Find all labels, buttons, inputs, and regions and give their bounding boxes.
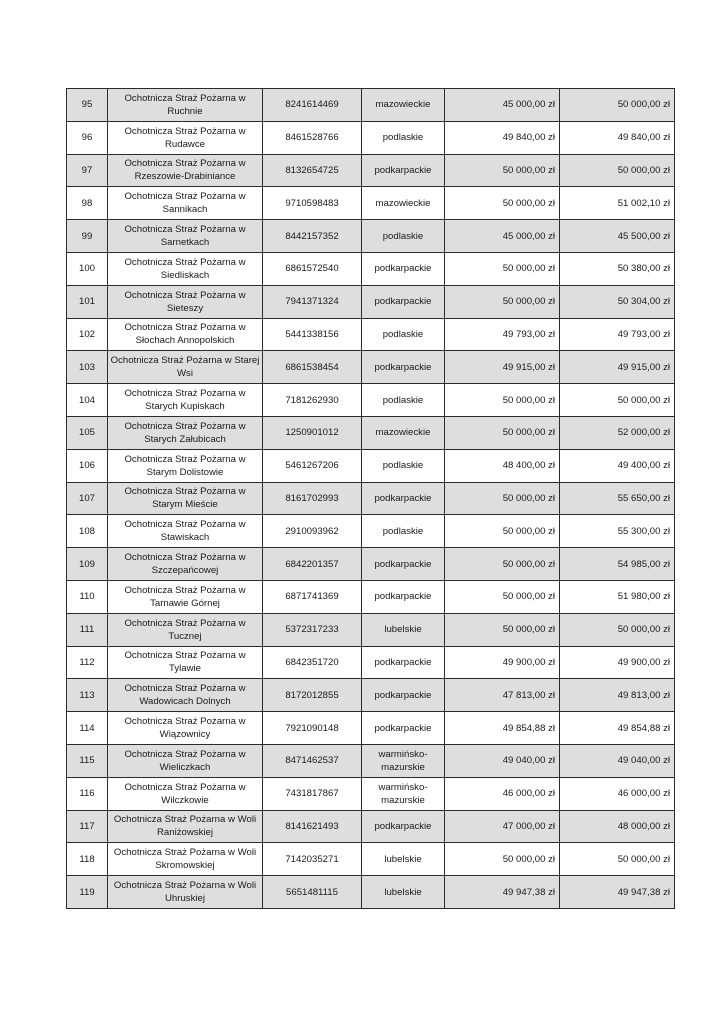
row-number-cell: 99 (67, 220, 108, 253)
unit-name-cell: Ochotnicza Straż Pożarna w Stawiskach (108, 515, 263, 548)
amount-cell: 49 854,88 zł (445, 712, 560, 745)
table-row (67, 252, 675, 285)
table-row (67, 679, 675, 712)
row-number-cell: 108 (67, 515, 108, 548)
voivodeship-cell: podkarpackie (362, 351, 445, 384)
total-amount-cell: 49 854,88 zł (560, 712, 675, 745)
voivodeship-cell: podlaskie (362, 318, 445, 351)
amount-cell: 50 000,00 zł (445, 285, 560, 318)
unit-name-cell: Ochotnicza Straż Pożarna w Rzeszowie-Drabiniance (108, 154, 263, 187)
voivodeship-cell: podkarpackie (362, 482, 445, 515)
total-amount-cell: 55 300,00 zł (560, 515, 675, 548)
amount-cell: 45 000,00 zł (445, 89, 560, 122)
nip-cell: 7142035271 (263, 843, 362, 876)
unit-name-cell: Ochotnicza Straż Pożarna w Sarnetkach (108, 220, 263, 253)
table-row (67, 318, 675, 351)
voivodeship-cell: mazowieckie (362, 416, 445, 449)
total-amount-cell: 49 813,00 zł (560, 679, 675, 712)
unit-name-cell: Ochotnicza Straż Pożarna w Tucznej (108, 613, 263, 646)
voivodeship-cell: podkarpackie (362, 580, 445, 613)
nip-cell: 8471462537 (263, 744, 362, 777)
unit-name-cell: Ochotnicza Straż Pożarna w Woli Skromowskiej (108, 843, 263, 876)
row-number-cell: 103 (67, 351, 108, 384)
unit-name-cell: Ochotnicza Straż Pożarna w Woli Raniżowskiej (108, 810, 263, 843)
row-number-cell: 117 (67, 810, 108, 843)
total-amount-cell: 50 304,00 zł (560, 285, 675, 318)
table-row (67, 777, 675, 810)
nip-cell: 8461528766 (263, 121, 362, 154)
table-row (67, 285, 675, 318)
nip-cell: 9710598483 (263, 187, 362, 220)
voivodeship-cell: lubelskie (362, 843, 445, 876)
voivodeship-cell: podlaskie (362, 515, 445, 548)
row-number-cell: 115 (67, 744, 108, 777)
unit-name-cell: Ochotnicza Straż Pożarna w Woli Uhruskiej (108, 876, 263, 909)
amount-cell: 50 000,00 zł (445, 187, 560, 220)
row-number-cell: 118 (67, 843, 108, 876)
table-row (67, 482, 675, 515)
row-number-cell: 114 (67, 712, 108, 745)
voivodeship-cell: podlaskie (362, 220, 445, 253)
amount-cell: 50 000,00 zł (445, 252, 560, 285)
total-amount-cell: 46 000,00 zł (560, 777, 675, 810)
voivodeship-cell: podkarpackie (362, 712, 445, 745)
unit-name-cell: Ochotnicza Straż Pożarna w Starych Załubicach (108, 416, 263, 449)
table-row (67, 515, 675, 548)
total-amount-cell: 49 840,00 zł (560, 121, 675, 154)
amount-cell: 50 000,00 zł (445, 613, 560, 646)
nip-cell: 5441338156 (263, 318, 362, 351)
table-row (67, 416, 675, 449)
voivodeship-cell: mazowieckie (362, 89, 445, 122)
total-amount-cell: 48 000,00 zł (560, 810, 675, 843)
nip-cell: 7431817867 (263, 777, 362, 810)
total-amount-cell: 49 040,00 zł (560, 744, 675, 777)
row-number-cell: 106 (67, 449, 108, 482)
amount-cell: 50 000,00 zł (445, 548, 560, 581)
voivodeship-cell: mazowieckie (362, 187, 445, 220)
unit-name-cell: Ochotnicza Straż Pożarna w Wiązownicy (108, 712, 263, 745)
voivodeship-cell: lubelskie (362, 876, 445, 909)
unit-name-cell: Ochotnicza Straż Pożarna w Starym Dolistowie (108, 449, 263, 482)
row-number-cell: 116 (67, 777, 108, 810)
table-row (67, 646, 675, 679)
table-row (67, 384, 675, 417)
unit-name-cell: Ochotnicza Straż Pożarna w Rudawce (108, 121, 263, 154)
grants-table-body (67, 89, 675, 909)
unit-name-cell: Ochotnicza Straż Pożarna w Starych Kupiskach (108, 384, 263, 417)
amount-cell: 49 840,00 zł (445, 121, 560, 154)
nip-cell: 5372317233 (263, 613, 362, 646)
total-amount-cell: 50 000,00 zł (560, 613, 675, 646)
voivodeship-cell: podlaskie (362, 384, 445, 417)
row-number-cell: 98 (67, 187, 108, 220)
nip-cell: 6842201357 (263, 548, 362, 581)
voivodeship-cell: podlaskie (362, 121, 445, 154)
table-row (67, 351, 675, 384)
total-amount-cell: 50 000,00 zł (560, 154, 675, 187)
table-row (67, 220, 675, 253)
total-amount-cell: 45 500,00 zł (560, 220, 675, 253)
amount-cell: 50 000,00 zł (445, 843, 560, 876)
nip-cell: 5461267206 (263, 449, 362, 482)
nip-cell: 7921090148 (263, 712, 362, 745)
nip-cell: 5651481115 (263, 876, 362, 909)
unit-name-cell: Ochotnicza Straż Pożarna w Ruchnie (108, 89, 263, 122)
amount-cell: 50 000,00 zł (445, 580, 560, 613)
voivodeship-cell: warmińsko-mazurskie (362, 777, 445, 810)
total-amount-cell: 55 650,00 zł (560, 482, 675, 515)
total-amount-cell: 50 000,00 zł (560, 89, 675, 122)
unit-name-cell: Ochotnicza Straż Pożarna w Sannikach (108, 187, 263, 220)
unit-name-cell: Ochotnicza Straż Pożarna w Starym Mieście (108, 482, 263, 515)
nip-cell: 8141621493 (263, 810, 362, 843)
voivodeship-cell: podlaskie (362, 449, 445, 482)
table-row (67, 613, 675, 646)
row-number-cell: 107 (67, 482, 108, 515)
amount-cell: 46 000,00 zł (445, 777, 560, 810)
table-row (67, 712, 675, 745)
table-row (67, 843, 675, 876)
table-row (67, 449, 675, 482)
row-number-cell: 96 (67, 121, 108, 154)
unit-name-cell: Ochotnicza Straż Pożarna w Tarnawie Górnej (108, 580, 263, 613)
total-amount-cell: 49 793,00 zł (560, 318, 675, 351)
unit-name-cell: Ochotnicza Straż Pożarna w Szczepańcowej (108, 548, 263, 581)
nip-cell: 8132654725 (263, 154, 362, 187)
row-number-cell: 102 (67, 318, 108, 351)
row-number-cell: 119 (67, 876, 108, 909)
unit-name-cell: Ochotnicza Straż Pożarna w Wieliczkach (108, 744, 263, 777)
row-number-cell: 113 (67, 679, 108, 712)
table-row (67, 744, 675, 777)
nip-cell: 6861538454 (263, 351, 362, 384)
amount-cell: 49 793,00 zł (445, 318, 560, 351)
table-row (67, 810, 675, 843)
voivodeship-cell: podkarpackie (362, 548, 445, 581)
total-amount-cell: 52 000,00 zł (560, 416, 675, 449)
total-amount-cell: 50 000,00 zł (560, 384, 675, 417)
row-number-cell: 105 (67, 416, 108, 449)
amount-cell: 49 915,00 zł (445, 351, 560, 384)
nip-cell: 8241614469 (263, 89, 362, 122)
amount-cell: 50 000,00 zł (445, 482, 560, 515)
total-amount-cell: 51 980,00 zł (560, 580, 675, 613)
voivodeship-cell: podkarpackie (362, 154, 445, 187)
row-number-cell: 110 (67, 580, 108, 613)
table-row (67, 876, 675, 909)
amount-cell: 50 000,00 zł (445, 515, 560, 548)
unit-name-cell: Ochotnicza Straż Pożarna w Siedliskach (108, 252, 263, 285)
unit-name-cell: Ochotnicza Straż Pożarna w Tylawie (108, 646, 263, 679)
table-row (67, 187, 675, 220)
amount-cell: 50 000,00 zł (445, 154, 560, 187)
table-row (67, 89, 675, 122)
nip-cell: 8161702993 (263, 482, 362, 515)
row-number-cell: 101 (67, 285, 108, 318)
nip-cell: 8442157352 (263, 220, 362, 253)
table-row (67, 154, 675, 187)
row-number-cell: 97 (67, 154, 108, 187)
total-amount-cell: 49 900,00 zł (560, 646, 675, 679)
nip-cell: 7941371324 (263, 285, 362, 318)
unit-name-cell: Ochotnicza Straż Pożarna w Wadowicach Dolnych (108, 679, 263, 712)
amount-cell: 47 000,00 zł (445, 810, 560, 843)
amount-cell: 50 000,00 zł (445, 416, 560, 449)
nip-cell: 6871741369 (263, 580, 362, 613)
table-row (67, 580, 675, 613)
voivodeship-cell: podkarpackie (362, 285, 445, 318)
nip-cell: 7181262930 (263, 384, 362, 417)
nip-cell: 6861572540 (263, 252, 362, 285)
total-amount-cell: 51 002,10 zł (560, 187, 675, 220)
amount-cell: 45 000,00 zł (445, 220, 560, 253)
amount-cell: 49 040,00 zł (445, 744, 560, 777)
voivodeship-cell: podkarpackie (362, 646, 445, 679)
row-number-cell: 111 (67, 613, 108, 646)
row-number-cell: 112 (67, 646, 108, 679)
voivodeship-cell: lubelskie (362, 613, 445, 646)
amount-cell: 48 400,00 zł (445, 449, 560, 482)
total-amount-cell: 50 380,00 zł (560, 252, 675, 285)
unit-name-cell: Ochotnicza Straż Pożarna w Wilczkowie (108, 777, 263, 810)
unit-name-cell: Ochotnicza Straż Pożarna w Sieteszy (108, 285, 263, 318)
nip-cell: 8172012855 (263, 679, 362, 712)
unit-name-cell: Ochotnicza Straż Pożarna w Słochach Annopolskich (108, 318, 263, 351)
voivodeship-cell: podkarpackie (362, 252, 445, 285)
amount-cell: 49 900,00 zł (445, 646, 560, 679)
row-number-cell: 95 (67, 89, 108, 122)
grants-table (66, 88, 675, 909)
voivodeship-cell: podkarpackie (362, 810, 445, 843)
table-row (67, 121, 675, 154)
total-amount-cell: 54 985,00 zł (560, 548, 675, 581)
total-amount-cell: 49 947,38 zł (560, 876, 675, 909)
row-number-cell: 100 (67, 252, 108, 285)
total-amount-cell: 49 915,00 zł (560, 351, 675, 384)
voivodeship-cell: podkarpackie (362, 679, 445, 712)
row-number-cell: 109 (67, 548, 108, 581)
amount-cell: 47 813,00 zł (445, 679, 560, 712)
total-amount-cell: 50 000,00 zł (560, 843, 675, 876)
voivodeship-cell: warmińsko-mazurskie (362, 744, 445, 777)
table-row (67, 548, 675, 581)
nip-cell: 1250901012 (263, 416, 362, 449)
total-amount-cell: 49 400,00 zł (560, 449, 675, 482)
amount-cell: 49 947,38 zł (445, 876, 560, 909)
row-number-cell: 104 (67, 384, 108, 417)
amount-cell: 50 000,00 zł (445, 384, 560, 417)
nip-cell: 2910093962 (263, 515, 362, 548)
nip-cell: 6842351720 (263, 646, 362, 679)
unit-name-cell: Ochotnicza Straż Pożarna w Starej Wsi (108, 351, 263, 384)
